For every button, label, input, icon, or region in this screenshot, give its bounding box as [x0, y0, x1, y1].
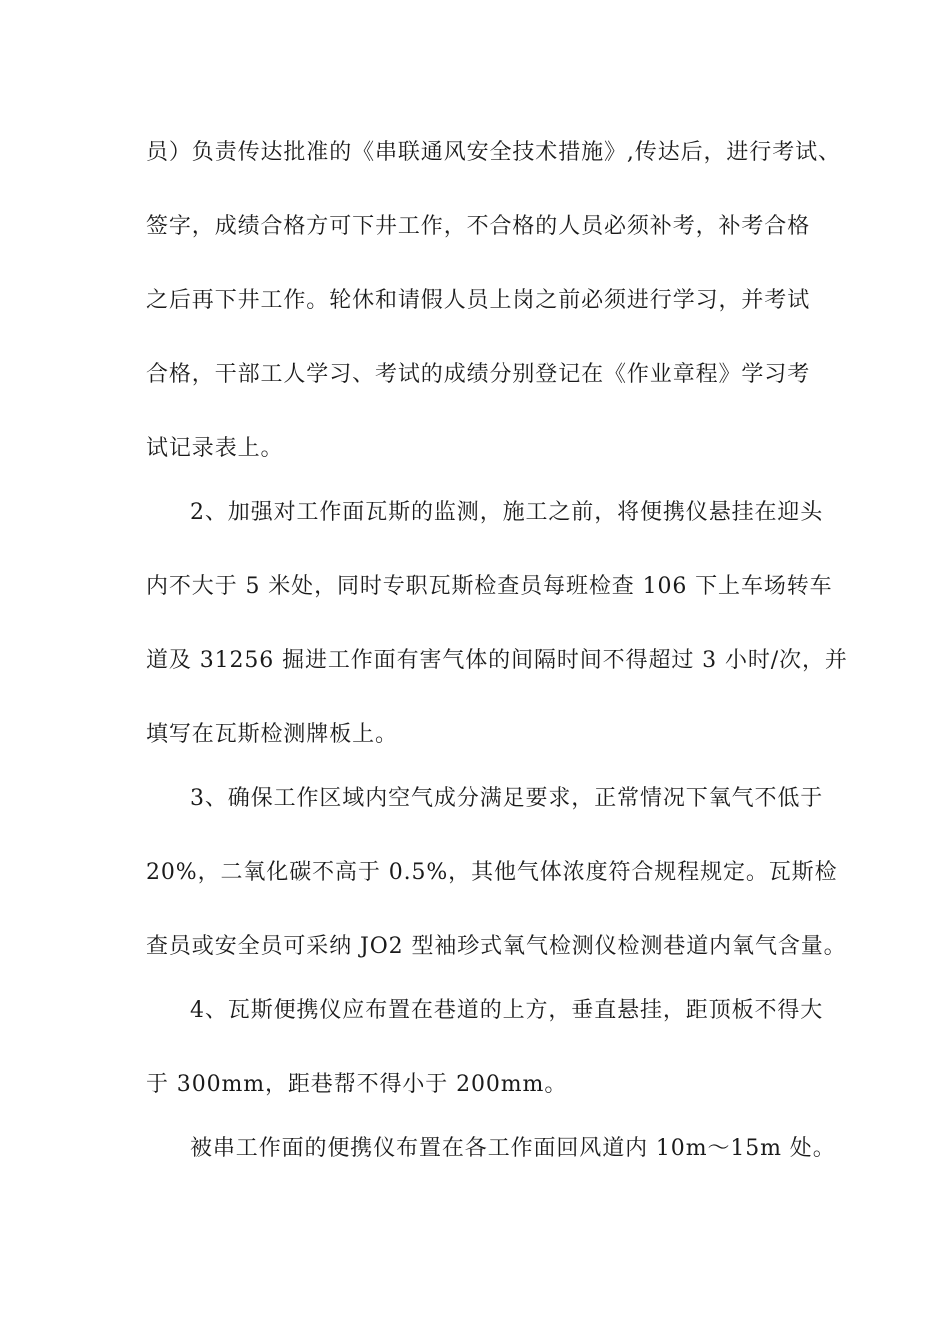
text-line: 试记录表上。: [146, 436, 284, 461]
text-line: 之后再下井工作。轮休和请假人员上岗之前必须进行学习，并考试: [146, 288, 811, 313]
text-line: 于 300mm，距巷帮不得小于 200mm。: [146, 1072, 568, 1097]
paragraph-5: 被串工作面的便携仪布置在各工作面回风道内 10m～15m 处。: [190, 1136, 836, 1161]
text-line: 内不大于 5 米处，同时专职瓦斯检查员每班检查 106 下上车场转车: [146, 574, 833, 599]
paragraph-4-start: 4、瓦斯便携仪应布置在巷道的上方，垂直悬挂，距顶板不得大: [190, 998, 824, 1023]
text-line: 合格，干部工人学习、考试的成绩分别登记在《作业章程》学习考: [146, 362, 811, 387]
text-line: 20%，二氧化碳不高于 0.5%，其他气体浓度符合规程规定。瓦斯检: [146, 860, 838, 885]
paragraph-3-start: 3、确保工作区域内空气成分满足要求，正常情况下氧气不低于: [190, 786, 824, 811]
text-line: 填写在瓦斯检测牌板上。: [146, 722, 398, 747]
paragraph-2-start: 2、加强对工作面瓦斯的监测，施工之前，将便携仪悬挂在迎头: [190, 500, 824, 525]
text-line: 员）负责传达批准的《串联通风安全技术措施》,传达后，进行考试、: [146, 140, 841, 165]
text-line: 道及 31256 掘进工作面有害气体的间隔时间不得超过 3 小时/次，并: [146, 648, 848, 673]
text-line: 签字，成绩合格方可下井工作，不合格的人员必须补考，补考合格: [146, 214, 811, 239]
text-line: 查员或安全员可采纳 JO2 型袖珍式氧气检测仪检测巷道内氧气含量。: [146, 934, 847, 959]
